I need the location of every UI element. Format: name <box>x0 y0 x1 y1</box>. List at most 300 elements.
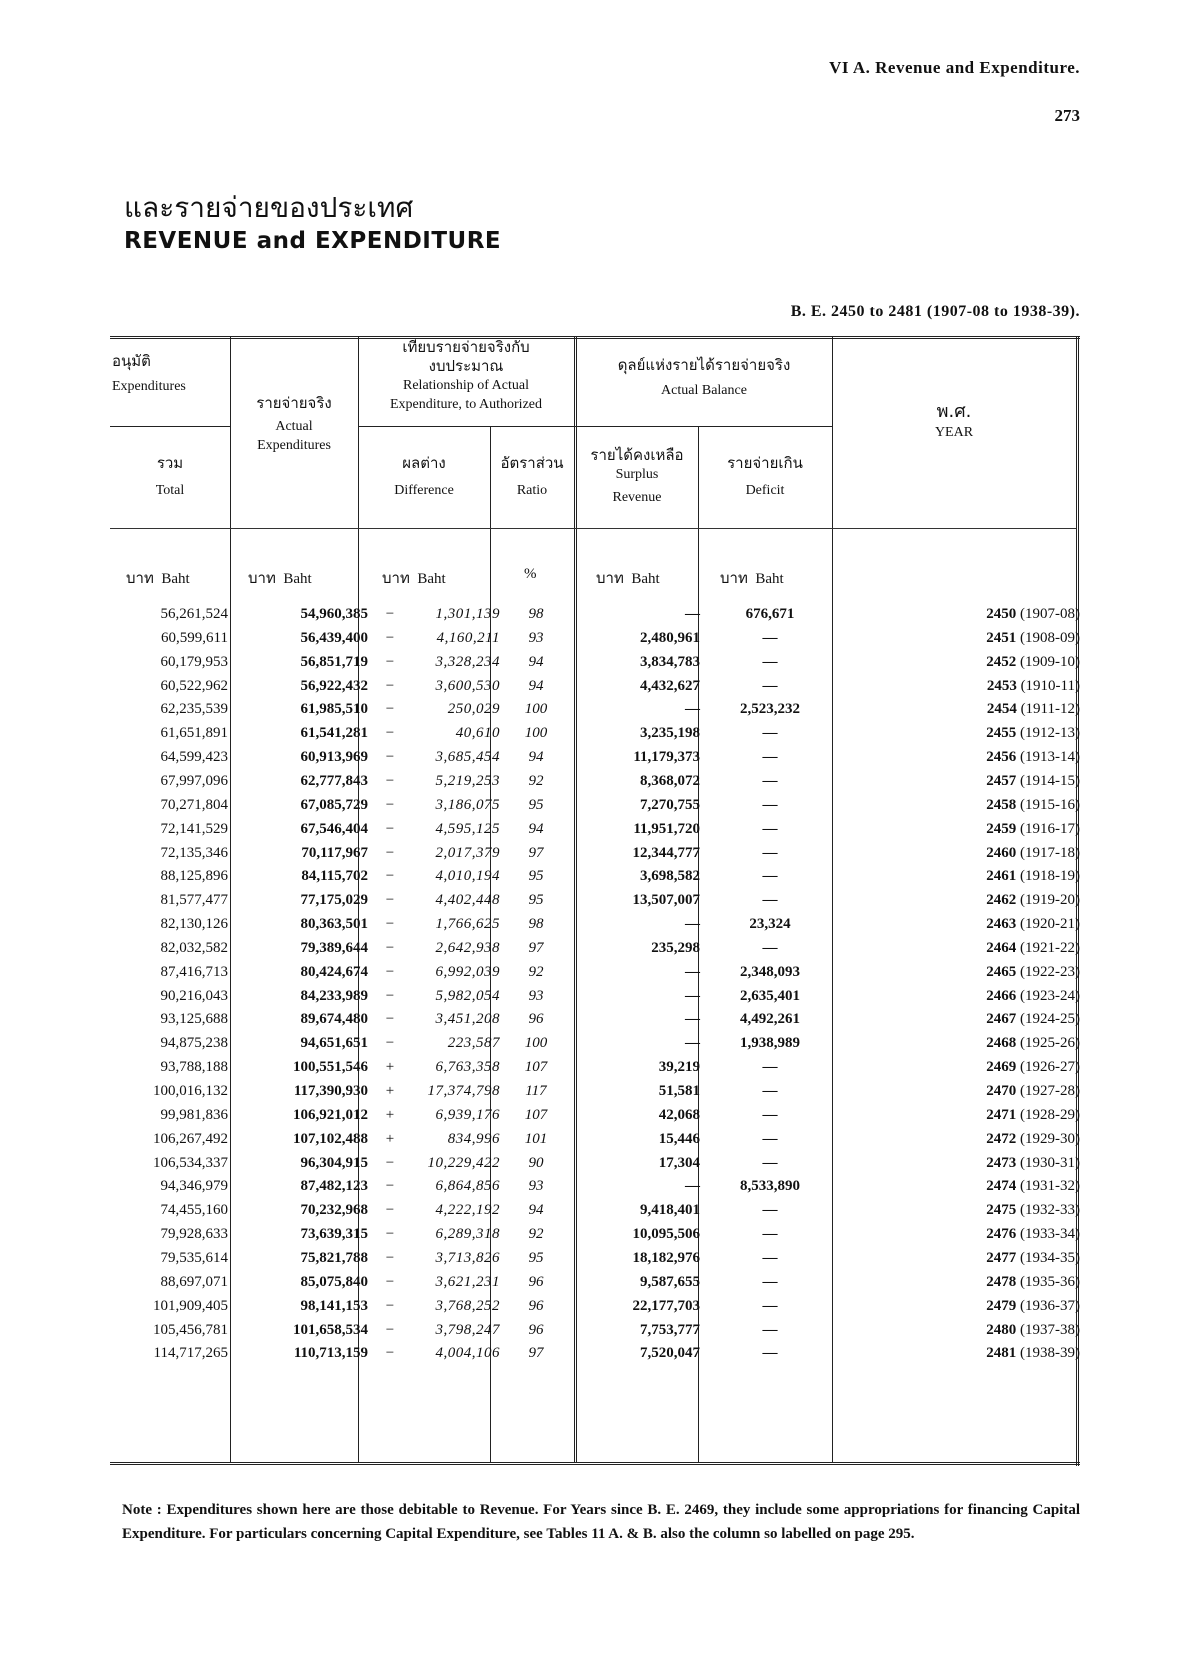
difference-cell: 3,621,231 <box>435 1273 500 1290</box>
deficit-cell: 2,635,401 <box>740 987 800 1004</box>
actual-cell: 87,482,123 <box>300 1178 368 1195</box>
deficit-cell: — <box>762 1273 778 1290</box>
actual-cell: 61,541,281 <box>300 725 368 742</box>
total-header-thai: รวม <box>156 454 184 472</box>
actual-cell: 60,913,969 <box>300 749 368 766</box>
year-be: 2458 <box>986 796 1017 813</box>
year-ce: (1922-23) <box>1020 963 1080 980</box>
year-cell <box>850 725 1080 742</box>
total-cell: 61,651,891 <box>160 725 228 742</box>
table-row <box>110 630 1080 655</box>
total-cell: 81,577,477 <box>160 892 228 909</box>
deficit-cell: — <box>762 725 778 742</box>
table-row <box>110 797 1080 822</box>
ratio-cell: 93 <box>528 987 544 1004</box>
actual-cell: 80,424,674 <box>300 963 368 980</box>
deficit-cell: 676,671 <box>745 606 795 622</box>
year-ce: (1928-29) <box>1020 1106 1080 1123</box>
surplus-header <box>576 446 698 507</box>
difference-cell: 3,685,454 <box>435 749 500 766</box>
year-cell <box>850 988 1080 1005</box>
year-be: 2450 <box>986 606 1017 622</box>
year-cell <box>850 1345 1080 1362</box>
sign-cell: − <box>385 772 395 789</box>
actual-cell: 94,651,651 <box>300 1035 368 1052</box>
year-cell <box>850 1202 1080 1219</box>
actual-cell: 67,085,729 <box>300 796 368 813</box>
table-row <box>110 1155 1080 1180</box>
table-row <box>110 988 1080 1013</box>
sign-cell: − <box>385 606 395 622</box>
year-ce: (1938-39) <box>1020 1345 1080 1362</box>
year-cell <box>850 1274 1080 1291</box>
sign-cell: − <box>385 1321 395 1338</box>
table-row <box>110 749 1080 774</box>
ratio-cell: 107 <box>524 1106 548 1123</box>
difference-cell: 3,600,530 <box>435 677 500 694</box>
table-row <box>110 1298 1080 1323</box>
deficit-cell: — <box>762 1226 778 1243</box>
difference-cell: 10,229,422 <box>427 1154 500 1171</box>
difference-cell: 223,587 <box>447 1035 500 1052</box>
actual-cell: 56,439,400 <box>300 629 368 646</box>
ratio-cell: 95 <box>528 796 544 813</box>
table-row <box>110 1322 1080 1347</box>
surplus-cell: 18,182,976 <box>632 1249 700 1266</box>
ratio-cell: 97 <box>528 844 544 861</box>
total-cell: 94,875,238 <box>160 1035 228 1052</box>
year-header-thai: พ.ศ. <box>936 401 972 422</box>
period-label: B. E. 2450 to 2481 (1907-08 to 1938-39). <box>790 303 1080 320</box>
year-be: 2475 <box>986 1202 1017 1219</box>
year-be: 2472 <box>986 1130 1017 1147</box>
unit-baht-en: Baht <box>755 571 784 587</box>
surplus-cell: — <box>685 1178 700 1195</box>
unit-baht-thai: บาท <box>248 569 276 587</box>
table-row <box>110 1226 1080 1251</box>
deficit-header-thai: รายจ่ายเกิน <box>727 454 803 472</box>
total-header-en: Total <box>155 483 185 498</box>
total-cell: 60,599,611 <box>161 629 228 646</box>
surplus-cell: — <box>685 606 700 622</box>
actual-cell: 110,713,159 <box>293 1345 368 1362</box>
table-row <box>110 678 1080 703</box>
difference-cell: 3,713,826 <box>435 1249 500 1266</box>
table-row <box>110 1059 1080 1084</box>
actual-cell: 80,363,501 <box>300 916 368 933</box>
year-be: 2464 <box>986 939 1017 956</box>
actual-header-en: Actual Expenditures <box>257 419 331 453</box>
deficit-cell: — <box>762 1345 778 1362</box>
year-ce: (1912-13) <box>1020 725 1080 742</box>
surplus-cell: 3,235,198 <box>640 725 700 742</box>
surplus-header-en-1: Surplus <box>615 467 659 482</box>
year-ce: (1933-34) <box>1020 1226 1080 1243</box>
difference-cell: 6,939,176 <box>435 1106 500 1123</box>
total-cell: 100,016,132 <box>153 1083 228 1099</box>
table-row <box>110 1178 1080 1203</box>
year-be: 2474 <box>986 1178 1017 1195</box>
sign-cell: − <box>385 1226 395 1243</box>
year-cell <box>850 1155 1080 1172</box>
table-row <box>110 725 1080 750</box>
sign-cell: + <box>385 1130 395 1147</box>
authorized-header <box>112 352 228 396</box>
table-row <box>110 1083 1080 1108</box>
actual-header-thai: รายจ่ายจริง <box>256 394 332 412</box>
year-be: 2455 <box>986 725 1017 742</box>
difference-cell: 17,374,798 <box>427 1083 500 1099</box>
ratio-header <box>490 454 574 500</box>
year-ce: (1924-25) <box>1020 1011 1080 1028</box>
unit-baht-deficit <box>720 566 784 590</box>
year-cell <box>850 1178 1080 1195</box>
ratio-cell: 94 <box>528 653 544 670</box>
difference-header-en: Difference <box>394 483 454 498</box>
sign-cell: + <box>385 1106 395 1123</box>
year-ce: (1923-24) <box>1020 987 1080 1004</box>
total-cell: 60,522,962 <box>160 677 228 694</box>
difference-cell: 4,595,125 <box>435 820 500 837</box>
year-ce: (1911-12) <box>1020 701 1080 718</box>
surplus-cell: 15,446 <box>658 1130 700 1147</box>
ratio-cell: 97 <box>528 939 544 956</box>
actual-cell: 117,390,930 <box>293 1083 368 1099</box>
deficit-cell: 1,938,989 <box>740 1035 800 1052</box>
total-cell: 106,534,337 <box>153 1154 228 1171</box>
balance-header <box>576 356 832 400</box>
table-row <box>110 1011 1080 1036</box>
surplus-cell: 17,304 <box>658 1154 700 1171</box>
total-cell: 82,130,126 <box>160 916 228 933</box>
year-ce: (1918-19) <box>1020 868 1080 885</box>
total-cell: 94,346,979 <box>160 1178 228 1195</box>
total-cell: 56,261,524 <box>160 606 228 622</box>
year-ce: (1908-09) <box>1020 629 1080 646</box>
deficit-cell: 2,348,093 <box>740 963 800 980</box>
surplus-cell: 51,581 <box>658 1083 700 1099</box>
sign-cell: − <box>385 868 395 885</box>
deficit-header <box>698 454 832 500</box>
table-row <box>110 773 1080 798</box>
actual-cell: 61,985,510 <box>300 701 368 718</box>
table-row <box>110 606 1080 631</box>
total-cell: 79,535,614 <box>160 1249 228 1266</box>
surplus-cell: 9,418,401 <box>640 1202 700 1219</box>
surplus-cell: — <box>685 963 700 980</box>
deficit-cell: — <box>762 1249 778 1266</box>
ratio-cell: 95 <box>528 868 544 885</box>
surplus-header-en-2: Revenue <box>612 490 662 505</box>
actual-cell: 70,117,967 <box>301 844 368 861</box>
surplus-cell: 7,270,755 <box>640 796 700 813</box>
unit-baht-thai: บาท <box>126 569 154 587</box>
difference-cell: 250,029 <box>447 701 500 718</box>
actual-cell: 98,141,153 <box>300 1297 368 1314</box>
total-cell: 93,788,188 <box>160 1059 228 1076</box>
sign-cell: − <box>385 1154 395 1171</box>
actual-cell: 62,777,843 <box>300 772 368 789</box>
surplus-cell: 7,753,777 <box>640 1321 700 1338</box>
total-cell: 82,032,582 <box>160 939 228 956</box>
surplus-cell: 4,432,627 <box>640 677 700 694</box>
sign-cell: − <box>385 987 395 1004</box>
year-ce: (1920-21) <box>1020 916 1080 933</box>
ratio-cell: 94 <box>528 820 544 837</box>
year-cell <box>850 678 1080 695</box>
sign-cell: − <box>385 653 395 670</box>
year-ce: (1909-10) <box>1020 653 1080 670</box>
difference-header <box>358 454 490 500</box>
page-title: REVENUE and EXPENDITURE <box>124 228 502 254</box>
year-ce: (1935-36) <box>1020 1273 1080 1290</box>
surplus-cell: — <box>685 1035 700 1052</box>
actual-cell: 96,304,915 <box>300 1154 368 1171</box>
deficit-cell: — <box>762 1130 778 1147</box>
actual-cell: 75,821,788 <box>300 1249 368 1266</box>
year-ce: (1910-11) <box>1020 677 1080 694</box>
ratio-cell: 92 <box>528 963 544 980</box>
sign-cell: − <box>385 1297 395 1314</box>
year-ce: (1916-17) <box>1020 820 1080 837</box>
year-be: 2462 <box>986 892 1017 909</box>
year-ce: (1932-33) <box>1020 1202 1080 1219</box>
year-be: 2480 <box>986 1321 1017 1338</box>
table-row <box>110 868 1080 893</box>
difference-cell: 6,864,856 <box>435 1178 500 1195</box>
year-cell <box>850 1083 1080 1100</box>
sign-cell: − <box>385 725 395 742</box>
year-cell <box>850 1035 1080 1052</box>
ratio-cell: 93 <box>528 1178 544 1195</box>
year-cell <box>850 630 1080 647</box>
actual-cell: 77,175,029 <box>300 892 368 909</box>
sign-cell: − <box>385 820 395 837</box>
year-be: 2469 <box>986 1059 1017 1076</box>
total-cell: 70,271,804 <box>160 796 228 813</box>
difference-cell: 3,328,234 <box>435 653 500 670</box>
year-ce: (1934-35) <box>1020 1249 1080 1266</box>
ratio-cell: 100 <box>524 1035 548 1052</box>
deficit-cell: 4,492,261 <box>740 1011 800 1028</box>
year-cell <box>850 821 1080 838</box>
difference-cell: 3,798,247 <box>435 1321 500 1338</box>
actual-cell: 85,075,840 <box>300 1273 368 1290</box>
actual-cell: 107,102,488 <box>293 1130 368 1147</box>
total-cell: 72,135,346 <box>160 844 228 861</box>
total-cell: 67,997,096 <box>160 772 228 789</box>
total-cell: 101,909,405 <box>153 1297 228 1314</box>
deficit-cell: — <box>762 772 778 789</box>
year-ce: (1927-28) <box>1020 1083 1080 1099</box>
difference-cell: 6,289,318 <box>435 1226 500 1243</box>
year-be: 2466 <box>986 987 1017 1004</box>
running-head: VI A. Revenue and Expenditure. <box>829 58 1080 77</box>
total-cell: 72,141,529 <box>160 820 228 837</box>
ratio-cell: 96 <box>528 1273 544 1290</box>
year-be: 2452 <box>986 653 1017 670</box>
ratio-cell: 96 <box>528 1321 544 1338</box>
revenue-expenditure-table <box>110 336 1080 1468</box>
difference-cell: 6,992,039 <box>435 963 500 980</box>
total-cell: 62,235,539 <box>160 701 228 718</box>
ratio-cell: 92 <box>528 1226 544 1243</box>
unit-baht-surplus <box>596 566 660 590</box>
actual-cell: 106,921,012 <box>293 1106 368 1123</box>
difference-cell: 834,996 <box>447 1130 500 1147</box>
actual-cell: 73,639,315 <box>300 1226 368 1243</box>
table-row <box>110 1035 1080 1060</box>
table-row <box>110 892 1080 917</box>
actual-header <box>230 394 358 455</box>
year-ce: (1907-08) <box>1020 606 1080 622</box>
deficit-cell: — <box>762 749 778 766</box>
deficit-cell: — <box>762 796 778 813</box>
actual-cell: 54,960,385 <box>300 606 368 622</box>
deficit-cell: 23,324 <box>749 916 791 933</box>
surplus-cell: 2,480,961 <box>640 629 700 646</box>
year-cell <box>850 1011 1080 1028</box>
deficit-cell: — <box>762 868 778 885</box>
page-number: 273 <box>1054 106 1080 125</box>
year-cell <box>850 1107 1080 1124</box>
surplus-cell: 7,520,047 <box>640 1345 700 1362</box>
year-ce: (1926-27) <box>1020 1059 1080 1076</box>
sign-cell: − <box>385 1011 395 1028</box>
ratio-cell: 96 <box>528 1297 544 1314</box>
sign-cell: − <box>385 749 395 766</box>
year-ce: (1917-18) <box>1020 844 1080 861</box>
year-cell <box>850 654 1080 671</box>
sign-cell: + <box>385 1083 395 1099</box>
sign-cell: − <box>385 1249 395 1266</box>
year-cell <box>850 1131 1080 1148</box>
total-cell: 79,928,633 <box>160 1226 228 1243</box>
year-cell <box>850 1059 1080 1076</box>
relationship-header-en-2: Expenditure, to Authorized <box>389 397 543 412</box>
ratio-cell: 107 <box>524 1059 548 1076</box>
unit-baht-thai: บาท <box>596 569 624 587</box>
ratio-cell: 95 <box>528 1249 544 1266</box>
difference-cell: 3,186,075 <box>435 796 500 813</box>
difference-cell: 1,301,139 <box>435 606 500 622</box>
surplus-cell: 235,298 <box>651 939 700 956</box>
deficit-cell: — <box>762 629 778 646</box>
year-be: 2468 <box>986 1035 1017 1052</box>
surplus-cell: 11,179,373 <box>633 749 700 766</box>
year-cell <box>850 1322 1080 1339</box>
table-row <box>110 1274 1080 1299</box>
deficit-cell: — <box>762 1154 778 1171</box>
difference-cell: 2,017,379 <box>435 844 500 861</box>
difference-cell: 4,222,192 <box>435 1202 500 1219</box>
year-cell <box>850 940 1080 957</box>
year-cell <box>850 773 1080 790</box>
year-ce: (1930-31) <box>1020 1154 1080 1171</box>
difference-cell: 3,451,208 <box>435 1011 500 1028</box>
actual-cell: 56,922,432 <box>300 677 368 694</box>
year-be: 2470 <box>986 1083 1017 1099</box>
deficit-cell: — <box>762 844 778 861</box>
year-be: 2471 <box>986 1106 1017 1123</box>
ratio-cell: 90 <box>528 1154 544 1171</box>
total-cell: 74,455,160 <box>160 1202 228 1219</box>
surplus-cell: 3,834,783 <box>640 653 700 670</box>
surplus-cell: 9,587,655 <box>640 1273 700 1290</box>
total-cell: 105,456,781 <box>153 1321 228 1338</box>
actual-cell: 70,232,968 <box>300 1202 368 1219</box>
deficit-cell: 8,533,890 <box>740 1178 800 1195</box>
deficit-cell: — <box>762 1106 778 1123</box>
total-cell: 88,697,071 <box>160 1273 228 1290</box>
difference-cell: 6,763,358 <box>435 1059 500 1076</box>
unit-baht-actual <box>248 566 312 590</box>
relationship-header <box>358 338 574 414</box>
relationship-header-thai-2: งบประมาณ <box>428 357 504 375</box>
deficit-cell: — <box>762 677 778 694</box>
difference-cell: 40,610 <box>455 725 500 742</box>
year-cell <box>850 606 1080 623</box>
year-cell <box>850 797 1080 814</box>
surplus-cell: — <box>685 701 700 718</box>
authorized-header-en: Expenditures <box>112 379 186 394</box>
ratio-cell: 92 <box>528 772 544 789</box>
difference-cell: 3,768,252 <box>435 1297 500 1314</box>
total-cell: 93,125,688 <box>160 1011 228 1028</box>
year-be: 2454 <box>986 701 1017 718</box>
table-row <box>110 1345 1080 1370</box>
surplus-header-thai: รายได้คงเหลือ <box>590 446 684 464</box>
actual-cell: 84,233,989 <box>300 987 368 1004</box>
surplus-cell: 22,177,703 <box>632 1297 700 1314</box>
year-ce: (1919-20) <box>1020 892 1080 909</box>
table-row <box>110 1250 1080 1275</box>
year-cell <box>850 964 1080 981</box>
total-cell: 90,216,043 <box>160 987 228 1004</box>
ratio-cell: 98 <box>528 916 544 933</box>
total-cell: 88,125,896 <box>160 868 228 885</box>
surplus-cell: 11,951,720 <box>633 820 700 837</box>
total-cell: 114,717,265 <box>153 1345 228 1362</box>
year-cell <box>850 1298 1080 1315</box>
difference-cell: 1,766,625 <box>435 916 500 933</box>
sign-cell: − <box>385 796 395 813</box>
sign-cell: − <box>385 1202 395 1219</box>
balance-header-thai: ดุลย์แห่งรายได้รายจ่ายจริง <box>617 356 791 374</box>
table-row <box>110 701 1080 726</box>
table-row <box>110 1202 1080 1227</box>
ratio-cell: 98 <box>528 606 544 622</box>
surplus-cell: — <box>685 987 700 1004</box>
actual-cell: 89,674,480 <box>300 1011 368 1028</box>
year-be: 2479 <box>986 1297 1017 1314</box>
year-ce: (1931-32) <box>1020 1178 1080 1195</box>
year-be: 2477 <box>986 1249 1017 1266</box>
unit-baht-en: Baht <box>283 571 312 587</box>
ratio-cell: 101 <box>524 1130 548 1147</box>
deficit-cell: — <box>762 653 778 670</box>
surplus-cell: — <box>685 1011 700 1028</box>
deficit-cell: — <box>762 1083 778 1099</box>
difference-cell: 4,160,211 <box>436 629 500 646</box>
ratio-cell: 94 <box>528 749 544 766</box>
sign-cell: − <box>385 939 395 956</box>
deficit-cell: — <box>762 1321 778 1338</box>
relationship-header-en-1: Relationship of Actual <box>403 378 529 393</box>
year-be: 2463 <box>986 916 1017 933</box>
year-be: 2451 <box>986 629 1017 646</box>
table-row <box>110 654 1080 679</box>
